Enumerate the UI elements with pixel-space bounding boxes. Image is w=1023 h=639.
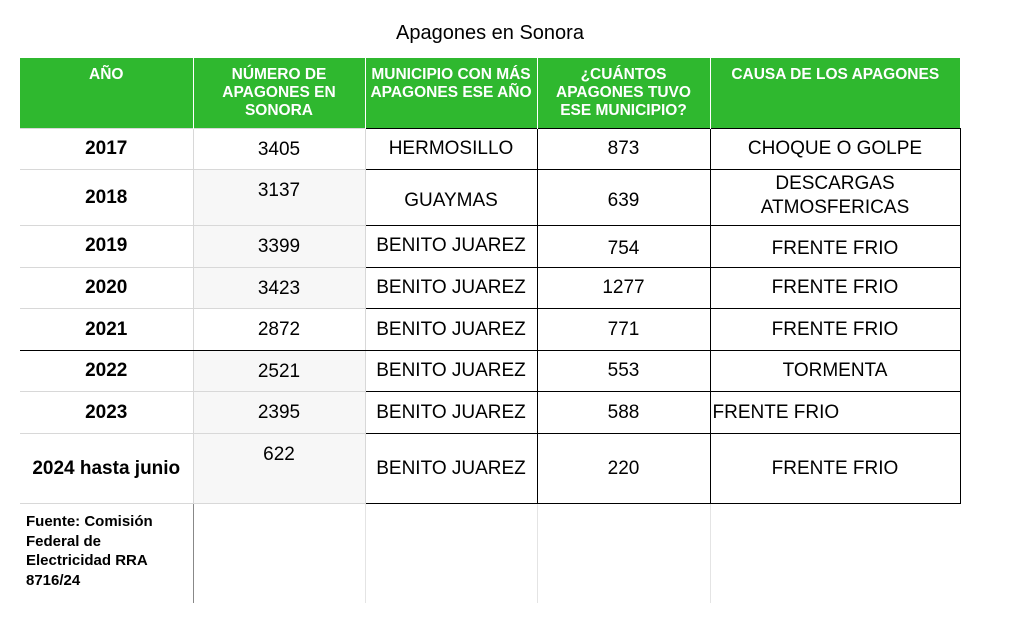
- municipality-total-cell: 639: [537, 170, 710, 226]
- year-cell: 2017: [20, 128, 193, 170]
- year-cell: 2021: [20, 309, 193, 351]
- total-cell: 3399: [193, 226, 365, 268]
- cause-cell: CHOQUE O GOLPE: [710, 128, 960, 170]
- cause-cell: FRENTE FRIO: [710, 392, 960, 434]
- total-cell: 3405: [193, 128, 365, 170]
- year-cell: 2019: [20, 226, 193, 268]
- total-cell: 2872: [193, 309, 365, 351]
- table-row: [20, 434, 960, 504]
- cause-cell: FRENTE FRIO: [710, 434, 960, 504]
- cause-cell: FRENTE FRIO: [710, 309, 960, 351]
- header-row: [20, 58, 960, 128]
- header-municipality: MUNICIPIO CON MÁS APAGONES ESE AÑO: [365, 58, 537, 128]
- table-title: Apagones en Sonora: [396, 22, 584, 44]
- municipality-total-cell: 220: [537, 434, 710, 504]
- municipality-cell: BENITO JUAREZ: [365, 267, 537, 309]
- table-row: [20, 226, 960, 268]
- source-row: [20, 504, 960, 603]
- cause-cell: FRENTE FRIO: [710, 267, 960, 309]
- municipality-cell: BENITO JUAREZ: [365, 309, 537, 351]
- municipality-total-cell: 1277: [537, 267, 710, 309]
- year-cell: 2022: [20, 350, 193, 392]
- source-note: Fuente: Comisión Federal de Electricidad RRA 8716/24: [20, 504, 193, 603]
- outages-table: [20, 58, 961, 603]
- cause-cell: TORMENTA: [710, 350, 960, 392]
- year-cell: 2024 hasta junio: [20, 434, 193, 504]
- municipality-cell: BENITO JUAREZ: [365, 350, 537, 392]
- cause-cell: FRENTE FRIO: [710, 226, 960, 268]
- municipality-cell: BENITO JUAREZ: [365, 434, 537, 504]
- table-row: [20, 170, 960, 226]
- table-row: [20, 392, 960, 434]
- table-row: [20, 309, 960, 351]
- header-year: AÑO: [20, 58, 193, 128]
- empty-cell: [365, 504, 537, 603]
- municipality-cell: GUAYMAS: [365, 170, 537, 226]
- municipality-total-cell: 553: [537, 350, 710, 392]
- table-row: [20, 267, 960, 309]
- year-cell: 2020: [20, 267, 193, 309]
- header-cause: CAUSA DE LOS APAGONES: [710, 58, 960, 128]
- total-cell: 3137: [193, 170, 365, 226]
- table-row: [20, 350, 960, 392]
- year-cell: 2023: [20, 392, 193, 434]
- total-cell: 2395: [193, 392, 365, 434]
- total-cell: 2521: [193, 350, 365, 392]
- empty-cell: [193, 504, 365, 603]
- municipality-cell: BENITO JUAREZ: [365, 392, 537, 434]
- municipality-cell: HERMOSILLO: [365, 128, 537, 170]
- total-cell: 622: [193, 434, 365, 504]
- municipality-total-cell: 873: [537, 128, 710, 170]
- cause-cell: DESCARGAS ATMOSFERICAS: [710, 170, 960, 226]
- total-cell: 3423: [193, 267, 365, 309]
- header-municipality-outages: ¿CUÁNTOS APAGONES TUVO ESE MUNICIPIO?: [537, 58, 710, 128]
- municipality-total-cell: 754: [537, 226, 710, 268]
- year-cell: 2018: [20, 170, 193, 226]
- municipality-total-cell: 588: [537, 392, 710, 434]
- municipality-total-cell: 771: [537, 309, 710, 351]
- empty-cell: [537, 504, 710, 603]
- empty-cell: [710, 504, 960, 603]
- municipality-cell: BENITO JUAREZ: [365, 226, 537, 268]
- header-total-outages: NÚMERO DE APAGONES EN SONORA: [193, 58, 365, 128]
- table-row: [20, 128, 960, 170]
